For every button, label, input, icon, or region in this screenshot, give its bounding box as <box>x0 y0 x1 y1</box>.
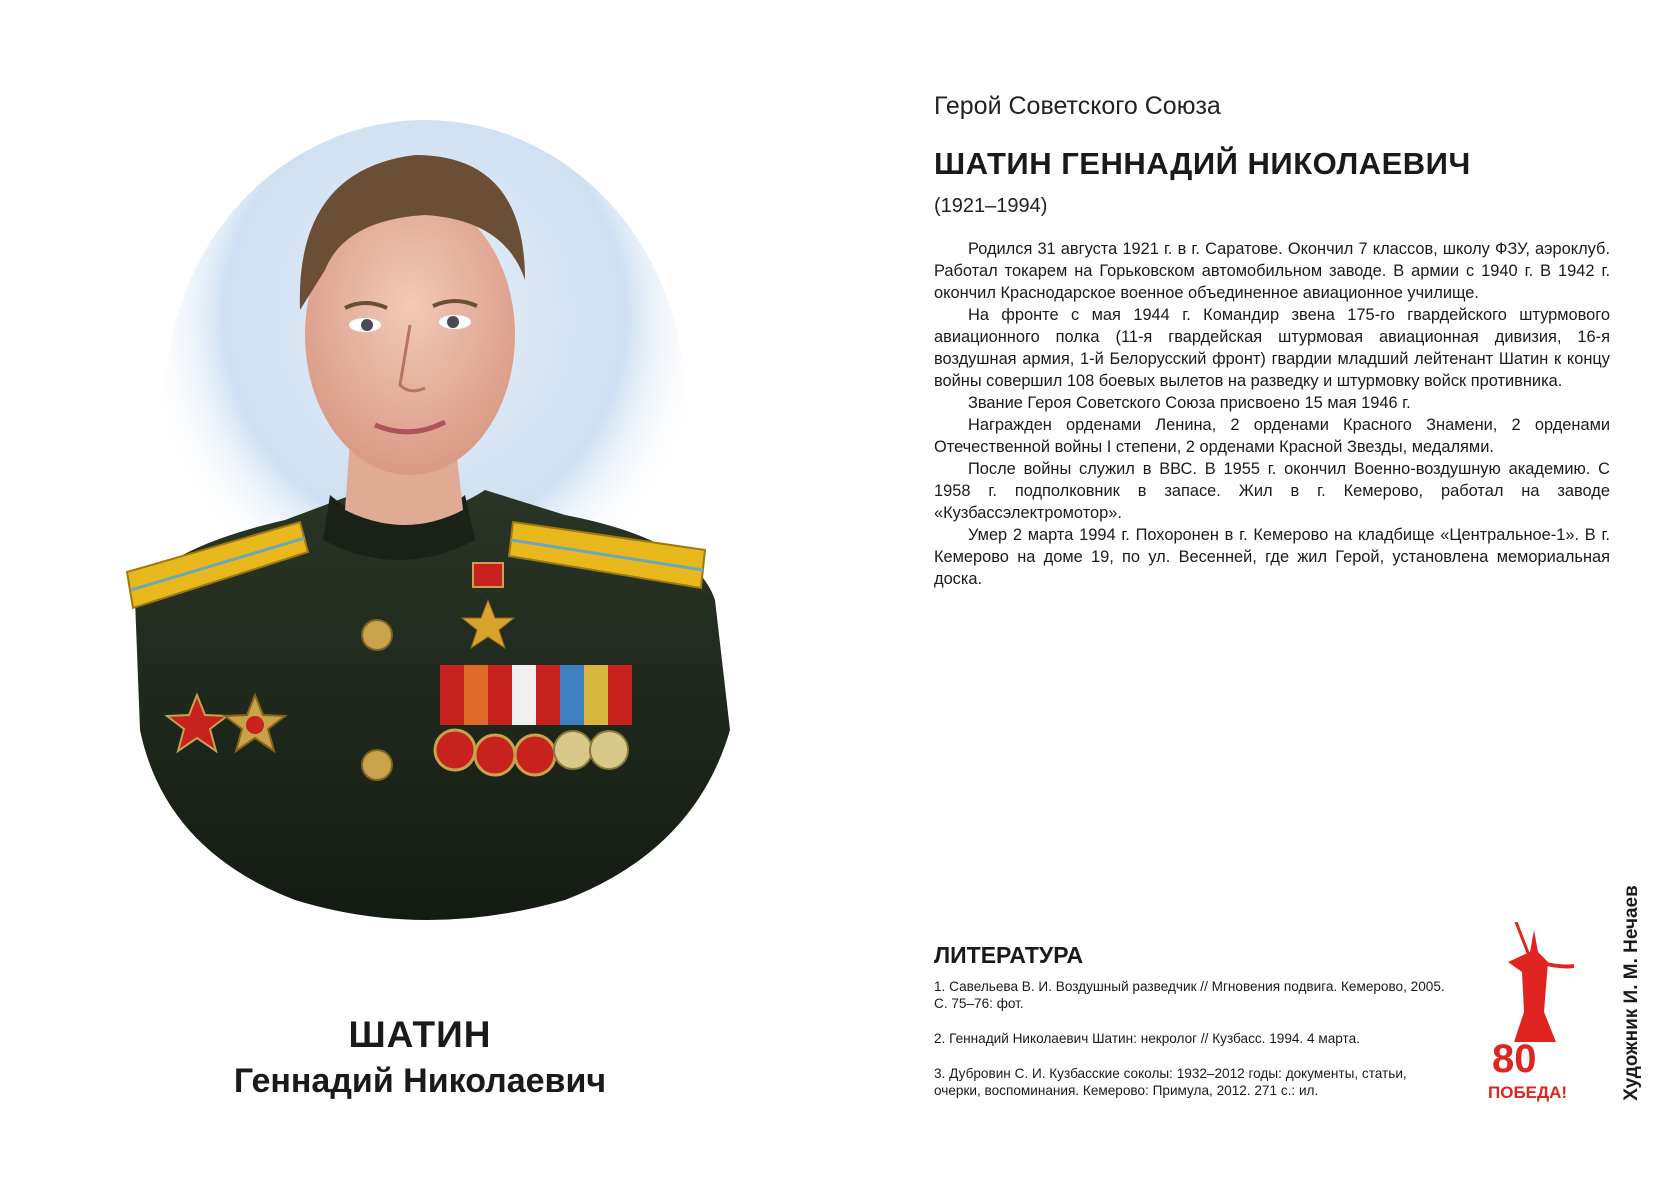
literature-item: 3. Дубровин С. И. Кузбасские соколы: 1932–2012 годы: документы, статьи, очерки, воспоминания. Кемерово: Примула, 2012. 271 с.: ил. <box>934 1066 1407 1098</box>
bio-paragraph: Награжден орденами Ленина, 2 орденами Красного Знамени, 2 орденами Отечественной войны I степени, 2 орденами Красной Звезды, медалями. <box>934 416 1610 456</box>
literature-list <box>934 978 1454 1117</box>
literature-item: 2. Геннадий Николаевич Шатин: некролог // Кузбасс. 1994. 4 марта. <box>934 1031 1360 1046</box>
tunic-button-1 <box>362 620 392 650</box>
biography <box>934 238 1610 590</box>
bio-paragraph: После войны служил в ВВС. В 1955 г. окончил Военно-воздушную академию. С 1958 г. подполковник в запасе. Жил в г. Кемерово, работал на заводе «Кузбассэлектромотор». <box>934 460 1610 522</box>
hero-star-ribbon <box>473 563 503 587</box>
literature-heading: ЛИТЕРАТУРА <box>934 942 1084 968</box>
artist-credit-container <box>1614 868 1650 1118</box>
victory-80-logo <box>1486 922 1582 1102</box>
bio-paragraph: Звание Героя Советского Союза присвоено 15 мая 1946 г. <box>968 394 1411 412</box>
medal-ribbons <box>440 665 632 725</box>
caption-surname: ШАТИН <box>348 1014 492 1055</box>
literature-item: 1. Савельева В. И. Воздушный разведчик // Мгновения подвига. Кемерово, 2005. С. 75–76: фот. <box>934 979 1445 1011</box>
life-years: (1921–1994) <box>934 195 1048 217</box>
bio-paragraph: Умер 2 марта 1994 г. Похоронен в г. Кемерово на кладбище «Центральное-1». В г. Кемерово на доме 19, по ул. Весенней, где жил Герой, установлена мемориальная доска. <box>934 526 1610 588</box>
portrait-caption <box>95 1012 745 1104</box>
artist-credit: Художник И. М. Нечаев <box>1621 885 1643 1101</box>
svg-text:ПОБЕДА!: ПОБЕДА! <box>1488 1083 1568 1102</box>
hero-full-name: ШАТИН ГЕННАДИЙ НИКОЛАЕВИЧ <box>934 146 1471 181</box>
svg-text:80: 80 <box>1492 1037 1537 1081</box>
tunic-button-2 <box>362 750 392 780</box>
portrait-painting <box>95 110 745 960</box>
bio-paragraph: На фронте с мая 1944 г. Командир звена 175-го гвардейского штурмового авиационного полка (11-я гвардейская штурмовая авиационная дивизия, 16-я воздушная армия, 1-й Белорусский фронт) гвардии младший лейтенант Шатин к концу войны совершил 108 боевых вылетов на разведку и штурмовку войск противника. <box>934 306 1610 390</box>
bio-paragraph: Родился 31 августа 1921 г. в г. Саратове. Окончил 7 классов, школу ФЗУ, аэроклуб. Работал токарем на Горьковском автомобильном заводе. В армии с 1940 г. В 1942 г. окончил Краснодарское военное объединенное авиационное училище. <box>934 240 1610 302</box>
caption-given-names: Геннадий Николаевич <box>233 1062 607 1100</box>
hero-title: Герой Советского Союза <box>934 92 1221 120</box>
